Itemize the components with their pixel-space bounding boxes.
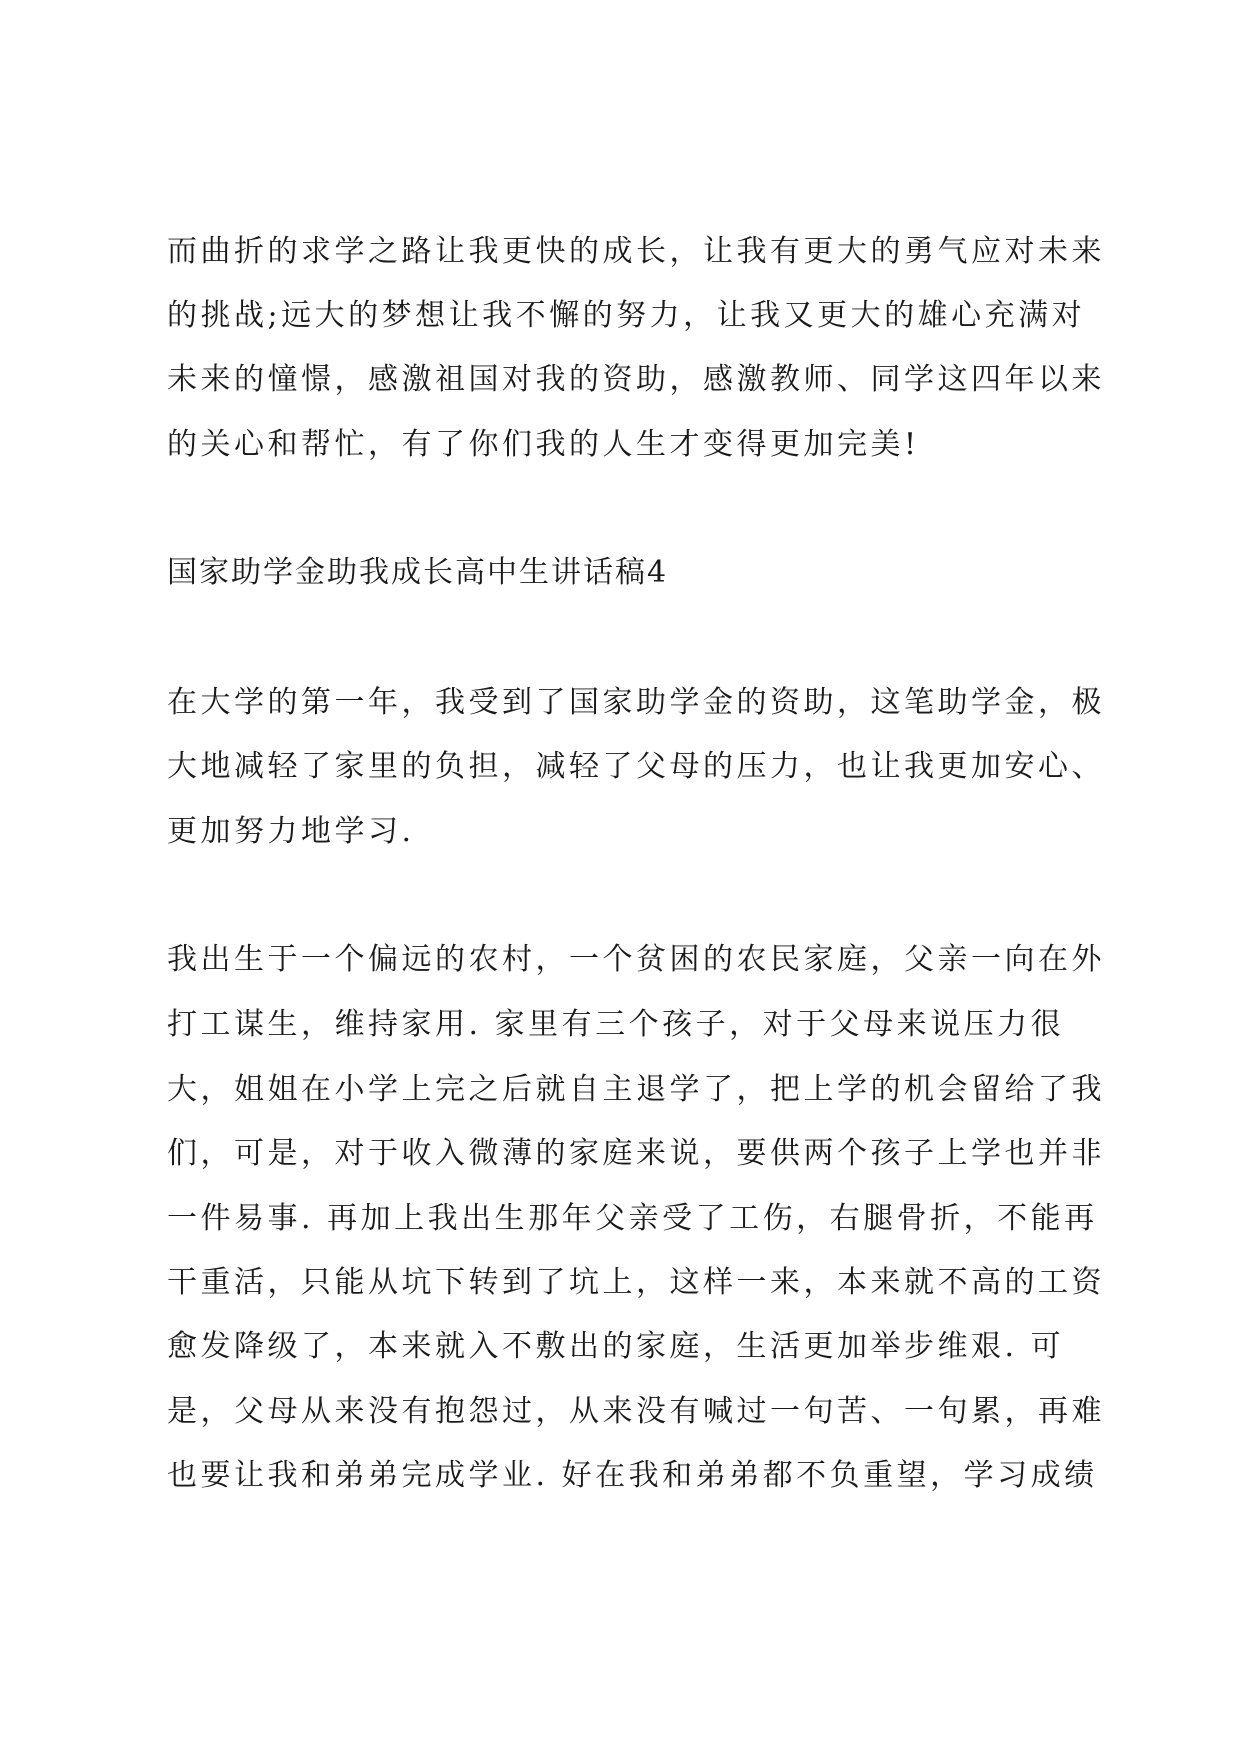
paragraph-line: 未来的憧憬，感激祖国对我的资助，感激教师、同学这四年以来 — [167, 362, 1105, 397]
paragraph-line: 干重活，只能从坑下转到了坑上，这样一来，本来就不高的工资 — [167, 1265, 1105, 1300]
section-heading: 国家助学金助我成长高中生讲话稿4 — [167, 555, 669, 590]
paragraph-line: 的关心和帮忙，有了你们我的人生才变得更加完美! — [167, 427, 920, 462]
paragraph-line: 而曲折的求学之路让我更快的成长，让我有更大的勇气应对未来 — [167, 234, 1105, 269]
paragraph-line: 更加努力地学习. — [167, 814, 415, 849]
paragraph-line: 一件易事. 再加上我出生那年父亲受了工伤，右腿骨折，不能再 — [167, 1201, 1098, 1236]
paragraph-line: 打工谋生，维持家用. 家里有三个孩子，对于父母来说压力很 — [167, 1007, 1065, 1042]
paragraph-line: 们，可是，对于收入微薄的家庭来说，要供两个孩子上学也并非 — [167, 1136, 1105, 1171]
paragraph-line: 愈发降级了，本来就入不敷出的家庭，生活更加举步维艰. 可 — [167, 1329, 1065, 1364]
paragraph-line: 的挑战;远大的梦想让我不懈的努力，让我又更大的雄心充满对 — [167, 298, 1086, 333]
paragraph-line: 我出生于一个偏远的农村，一个贫困的农民家庭，父亲一向在外 — [167, 942, 1105, 977]
paragraph-line: 大，姐姐在小学上完之后就自主退学了，把上学的机会留给了我 — [167, 1072, 1105, 1107]
paragraph-line: 在大学的第一年，我受到了国家助学金的资助，这笔助学金，极 — [167, 685, 1105, 720]
paragraph-line: 大地减轻了家里的负担，减轻了父母的压力，也让我更加安心、 — [167, 749, 1105, 784]
paragraph-line: 也要让我和弟弟完成学业. 好在我和弟弟都不负重望，学习成绩 — [167, 1458, 1098, 1493]
paragraph-line: 是，父母从来没有抱怨过，从来没有喊过一句苦、一句累，再难 — [167, 1394, 1105, 1429]
